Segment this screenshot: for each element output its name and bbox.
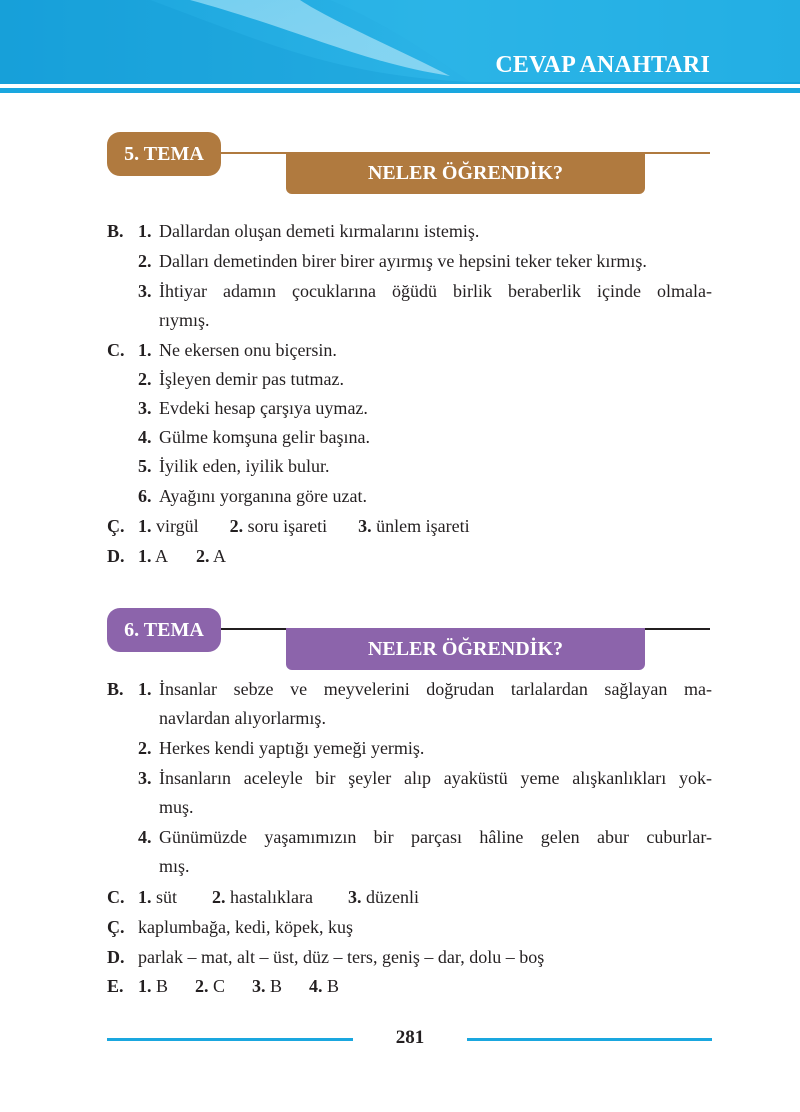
item-number: 3.	[138, 281, 152, 301]
item-number: 1.	[138, 679, 152, 699]
inline-answers	[138, 512, 470, 541]
inline-answers	[138, 542, 226, 571]
section-heading: NELER ÖĞRENDİK?	[286, 152, 645, 194]
item-number: 1.	[138, 340, 152, 360]
question-label: C.	[107, 887, 125, 907]
question-label: E.	[107, 976, 124, 996]
answer-text: İnsanların aceleyle bir şeyler alıp ayaküstü yeme alışkanlıkları yok-	[159, 768, 712, 788]
item-number: 1.	[138, 516, 152, 536]
answer-text-continuation: muş.	[159, 797, 194, 817]
item-number: 3.	[358, 516, 372, 536]
page-number: 281	[395, 1027, 425, 1048]
answer-text: ünlem işareti	[376, 516, 470, 536]
header-title: CEVAP ANAHTARI	[495, 52, 710, 78]
item-number: 2.	[196, 546, 210, 566]
item-number: 1.	[138, 887, 152, 907]
answer-text: B	[327, 976, 340, 996]
answer-text: A	[155, 546, 168, 566]
question-label: D.	[107, 546, 125, 566]
item-number: 2.	[138, 251, 152, 271]
answer-text: düzenli	[365, 887, 419, 907]
answer-text: A	[213, 546, 227, 566]
theme-badge: 5. TEMA	[107, 132, 221, 176]
answer-text: Ayağını yorganına göre uzat.	[159, 486, 367, 506]
item-number: 5.	[138, 456, 152, 476]
answer-text: Ne ekersen onu biçersin.	[159, 340, 337, 360]
question-label: Ç.	[107, 516, 125, 536]
answer-text: İşleyen demir pas tutmaz.	[159, 369, 344, 389]
answer-text: Dalları demetinden birer birer ayırmış ve hepsini teker teker kırmış.	[159, 251, 647, 271]
answer-text: İnsanlar sebze ve meyvelerini doğrudan tarlalardan sağlayan ma-	[159, 679, 712, 699]
answer-text-continuation: rıymış.	[159, 310, 210, 330]
answer-text: İhtiyar adamın çocuklarına öğüdü birlik beraberlik içinde olmala-	[159, 281, 712, 301]
item-number: 2.	[229, 516, 244, 536]
item-number: 4.	[309, 976, 323, 996]
item-number: 2.	[195, 976, 209, 996]
question-label: D.	[107, 947, 125, 967]
answer-text: B	[156, 976, 169, 996]
question-label: Ç.	[107, 917, 125, 937]
answer-text: İyilik eden, iyilik bulur.	[159, 456, 330, 476]
answer-text-continuation: mış.	[159, 856, 190, 876]
answer-text: soru işareti	[247, 516, 328, 536]
section-heading: NELER ÖĞRENDİK?	[286, 628, 645, 670]
answer-text: Evdeki hesap çarşıya uymaz.	[159, 398, 368, 418]
item-number: 2.	[212, 887, 226, 907]
item-number: 2.	[138, 369, 152, 389]
question-label: C.	[107, 340, 125, 360]
page-header	[0, 0, 800, 100]
item-number: 1.	[138, 976, 152, 996]
answer-text: C	[213, 976, 226, 996]
inline-answers	[138, 883, 419, 912]
question-label: B.	[107, 679, 124, 699]
answer-text: virgül	[156, 516, 199, 536]
item-number: 4.	[138, 827, 152, 847]
item-number: 1.	[138, 221, 152, 241]
header-wave-graphic	[0, 0, 800, 100]
answer-text: Herkes kendi yaptığı yemeği yermiş.	[159, 738, 425, 758]
answer-text: hastalıklara	[230, 887, 313, 907]
answer-text: Dallardan oluşan demeti kırmalarını istemiş.	[159, 221, 480, 241]
answer-text: B	[270, 976, 283, 996]
answer-text: Gülme komşuna gelir başına.	[159, 427, 370, 447]
answer-text: süt	[156, 887, 178, 907]
answer-text-continuation: navlardan alıyorlarmış.	[159, 708, 326, 728]
item-number: 3.	[138, 768, 152, 788]
item-number: 3.	[138, 398, 152, 418]
item-number: 3.	[252, 976, 266, 996]
item-number: 2.	[138, 738, 152, 758]
item-number: 3.	[347, 887, 362, 907]
item-number: 6.	[138, 486, 152, 506]
answer-text: kaplumbağa, kedi, köpek, kuş	[138, 917, 353, 937]
answer-text: parlak – mat, alt – üst, düz – ters, geniş – dar, dolu – boş	[138, 947, 545, 967]
item-number: 4.	[138, 427, 152, 447]
question-label: B.	[107, 221, 124, 241]
inline-answers	[138, 972, 339, 1001]
theme-badge: 6. TEMA	[107, 608, 221, 652]
item-number: 1.	[138, 546, 152, 566]
answer-text: Günümüzde yaşamımızın bir parçası hâline gelen abur cuburlar-	[159, 827, 712, 847]
